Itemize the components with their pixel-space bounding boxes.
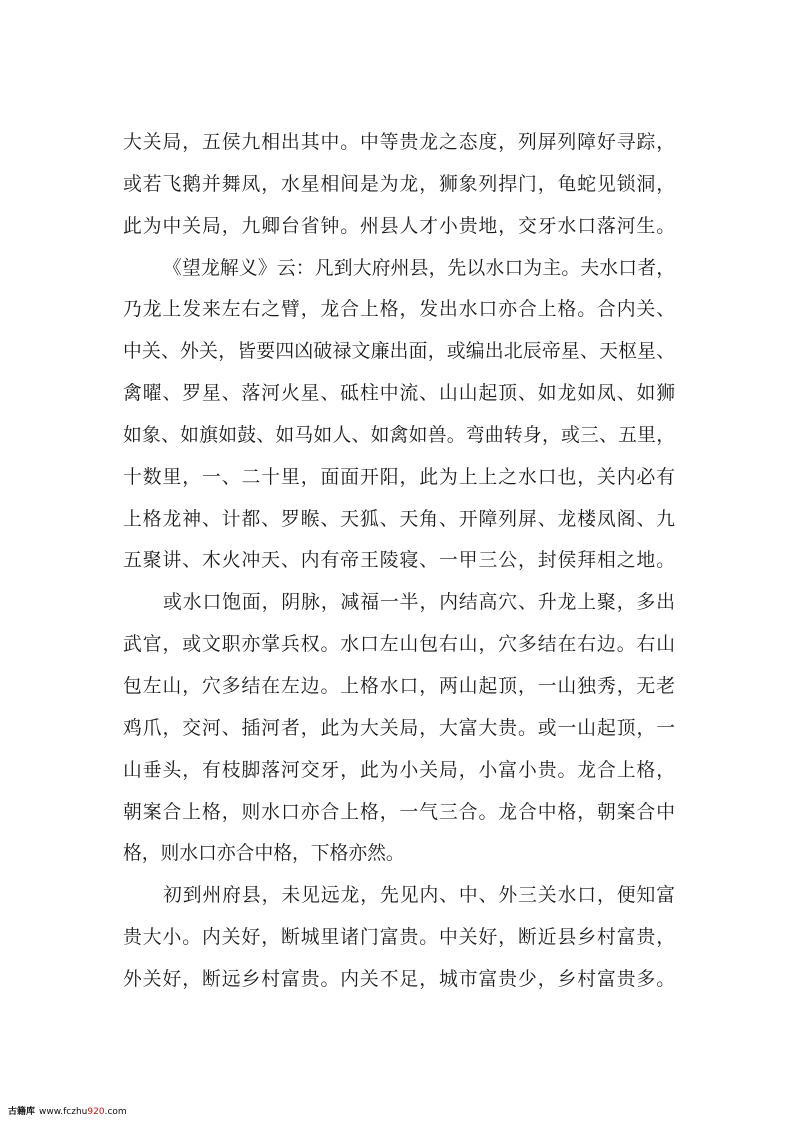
footer-watermark bbox=[8, 1106, 127, 1118]
text-line: 武官，或文职亦掌兵权。水口左山包右山，穴多结在右边。右山 bbox=[123, 634, 675, 656]
text-line: 山垂头，有枝脚落河交牙，此为小关局，小富小贵。龙合上格， bbox=[123, 759, 675, 781]
text-line: 十数里，一、二十里，面面开阳，此为上上之水口也，关内必有 bbox=[123, 466, 675, 488]
text-line: 鸡爪，交河、插河者，此为大关局，大富大贵。或一山起顶，一 bbox=[123, 717, 675, 739]
paragraph bbox=[123, 875, 675, 1001]
text-line: 外关好，断远乡村富贵。内关不足，城市富贵少，乡村富贵多。 bbox=[123, 968, 675, 990]
text-line: 包左山，穴多结在左边。上格水口，两山起顶，一山独秀，无老 bbox=[123, 675, 675, 697]
text-line: 此为中关局，九卿台省钟。州县人才小贵地，交牙水口落河生。 bbox=[123, 215, 675, 237]
text-line: 或若飞鹅并舞凤，水星相间是为龙，狮象列捍门，龟蛇见锁洞， bbox=[123, 173, 675, 195]
text-line: 五聚讲、木火冲天、内有帝王陵寝、一甲三公，封侯拜相之地。 bbox=[123, 550, 675, 572]
footer-url-prefix: www.fczhu bbox=[39, 1107, 88, 1117]
footer-url-suffix: .com bbox=[104, 1107, 127, 1117]
body-text bbox=[123, 122, 675, 1001]
text-line: 或水口饱面，阴脉，减福一半，内结高穴、升龙上聚，多出 bbox=[163, 592, 675, 614]
text-line: 贵大小。内关好，断城里诸门富贵。中关好，断近县乡村富贵， bbox=[123, 927, 675, 949]
text-line: 中关、外关，皆要四凶破禄文廉出面，或编出北辰帝星、天枢星、 bbox=[123, 341, 675, 363]
text-line: 《望龙解义》云：凡到大府州县，先以水口为主。夫水口者， bbox=[163, 257, 675, 279]
text-line: 禽曜、罗星、落河火星、砥柱中流、山山起顶、如龙如凤、如狮 bbox=[123, 383, 675, 405]
text-line: 初到州府县，未见远龙，先见内、中、外三关水口，便知富 bbox=[163, 885, 675, 907]
text-line: 朝案合上格，则水口亦合上格，一气三合。龙合中格，朝案合中 bbox=[123, 801, 675, 823]
paragraph bbox=[123, 122, 675, 248]
text-line: 格，则水口亦合中格，下格亦然。 bbox=[123, 843, 405, 865]
text-line: 上格龙神、计都、罗睺、天狐、天角、开障列屏、龙楼凤阁、九 bbox=[123, 508, 675, 530]
footer-url-highlight: 920 bbox=[87, 1107, 105, 1117]
text-line: 乃龙上发来左右之臂，龙合上格，发出水口亦合上格。合内关、 bbox=[123, 299, 675, 321]
text-line: 大关局，五侯九相出其中。中等贵龙之态度，列屏列障好寻踪， bbox=[123, 132, 675, 153]
footer-site-name: 古籍库 bbox=[8, 1107, 36, 1117]
paragraph bbox=[123, 582, 675, 875]
text-line: 如象、如旗如鼓、如马如人、如禽如兽。弯曲转身，或三、五里， bbox=[123, 424, 675, 446]
paragraph bbox=[123, 248, 675, 583]
